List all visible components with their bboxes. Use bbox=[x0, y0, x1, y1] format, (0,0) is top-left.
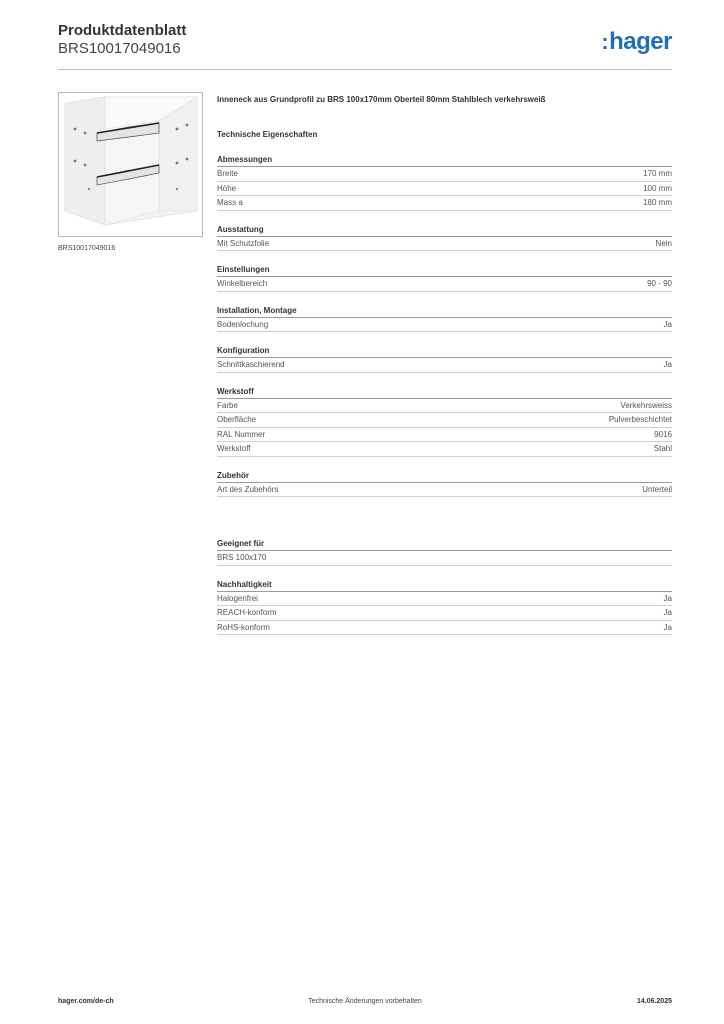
section-title: Zubehör bbox=[217, 471, 672, 483]
property-row bbox=[217, 621, 672, 636]
property-section bbox=[217, 306, 672, 333]
section-title: Einstellungen bbox=[217, 265, 672, 277]
property-label: RAL Nummer bbox=[217, 429, 266, 439]
page-header bbox=[58, 22, 672, 70]
image-caption: BRS10017049016 bbox=[58, 245, 116, 252]
property-value: Ja bbox=[663, 360, 672, 369]
document-number: BRS10017049016 bbox=[58, 40, 181, 57]
property-label: Winkelbereich bbox=[217, 279, 268, 288]
property-label: Halogenfrei bbox=[217, 593, 258, 603]
property-label: Höhe bbox=[217, 183, 237, 193]
property-label: Schnittkaschierend bbox=[217, 360, 285, 369]
property-row bbox=[217, 442, 672, 457]
technical-properties-title: Technische Eigenschaften bbox=[217, 130, 318, 139]
property-section bbox=[217, 471, 672, 498]
document-title: Produktdatenblatt bbox=[58, 22, 187, 39]
footer-note: Technische Änderungen vorbehalten bbox=[308, 998, 422, 1005]
property-row bbox=[217, 413, 672, 428]
property-sections bbox=[217, 155, 672, 635]
property-value: 9016 bbox=[654, 429, 672, 439]
logo-dots: : bbox=[601, 29, 609, 54]
property-value: 100 mm bbox=[643, 183, 672, 193]
property-row bbox=[217, 551, 672, 566]
property-row bbox=[217, 318, 672, 333]
property-row bbox=[217, 167, 672, 182]
property-row bbox=[217, 483, 672, 498]
section-title: Geeignet für bbox=[217, 539, 672, 551]
footer-date: 14.06.2025 bbox=[636, 998, 672, 1005]
property-section bbox=[217, 539, 672, 566]
property-row bbox=[217, 399, 672, 414]
property-value: Unterteil bbox=[642, 484, 672, 494]
property-label: Farbe bbox=[217, 400, 238, 410]
section-title: Ausstattung bbox=[217, 225, 672, 237]
section-title: Werkstoff bbox=[217, 387, 672, 399]
property-value: Stahl bbox=[653, 444, 672, 453]
property-row bbox=[217, 196, 672, 211]
property-row bbox=[217, 428, 672, 443]
property-value: Ja bbox=[663, 608, 672, 617]
property-value: Ja bbox=[663, 622, 672, 632]
property-label: Art des Zubehörs bbox=[217, 484, 279, 494]
property-label: Werkstoff bbox=[217, 444, 251, 453]
property-section bbox=[217, 265, 672, 292]
property-label: Mass a bbox=[217, 198, 243, 207]
product-corner-drawing bbox=[59, 93, 202, 236]
property-row bbox=[217, 358, 672, 373]
section-title: Abmessungen bbox=[217, 155, 672, 167]
property-label: Mit Schutzfolie bbox=[217, 238, 270, 248]
property-label: BRS 100x170 bbox=[217, 553, 267, 562]
hager-logo bbox=[601, 28, 672, 56]
property-value: 90 - 90 bbox=[647, 279, 672, 288]
section-title: Konfiguration bbox=[217, 346, 672, 358]
property-label: Breite bbox=[217, 169, 238, 178]
section-gap bbox=[217, 497, 672, 525]
property-section bbox=[217, 580, 672, 636]
property-row bbox=[217, 592, 672, 607]
footer-website: hager.com/de-ch bbox=[58, 998, 114, 1005]
property-value: 180 mm bbox=[643, 198, 672, 207]
property-row bbox=[217, 237, 672, 252]
property-value: 170 mm bbox=[643, 169, 672, 178]
property-value: Ja bbox=[663, 319, 672, 329]
property-value: Pulverbeschichtet bbox=[608, 415, 672, 424]
property-label: Oberfläche bbox=[217, 415, 257, 424]
property-value: Ja bbox=[663, 593, 672, 603]
property-label: Bodenlochung bbox=[217, 319, 269, 329]
logo-text: hager bbox=[609, 28, 672, 55]
property-value: Nein bbox=[655, 238, 672, 248]
property-section bbox=[217, 387, 672, 457]
property-section bbox=[217, 155, 672, 211]
property-value: Verkehrsweiss bbox=[620, 400, 672, 410]
property-row bbox=[217, 182, 672, 197]
section-title: Nachhaltigkeit bbox=[217, 580, 672, 592]
product-image bbox=[58, 92, 203, 237]
property-label: RoHS-konform bbox=[217, 622, 270, 632]
property-section bbox=[217, 346, 672, 373]
property-section bbox=[217, 225, 672, 252]
property-label: REACH-konform bbox=[217, 608, 277, 617]
product-content bbox=[217, 94, 672, 635]
property-row bbox=[217, 606, 672, 621]
property-row bbox=[217, 277, 672, 292]
product-description: Inneneck aus Grundprofil zu BRS 100x170mm Oberteil 80mm Stahlblech verkehrsweiß bbox=[217, 95, 546, 104]
section-title: Installation, Montage bbox=[217, 306, 672, 318]
